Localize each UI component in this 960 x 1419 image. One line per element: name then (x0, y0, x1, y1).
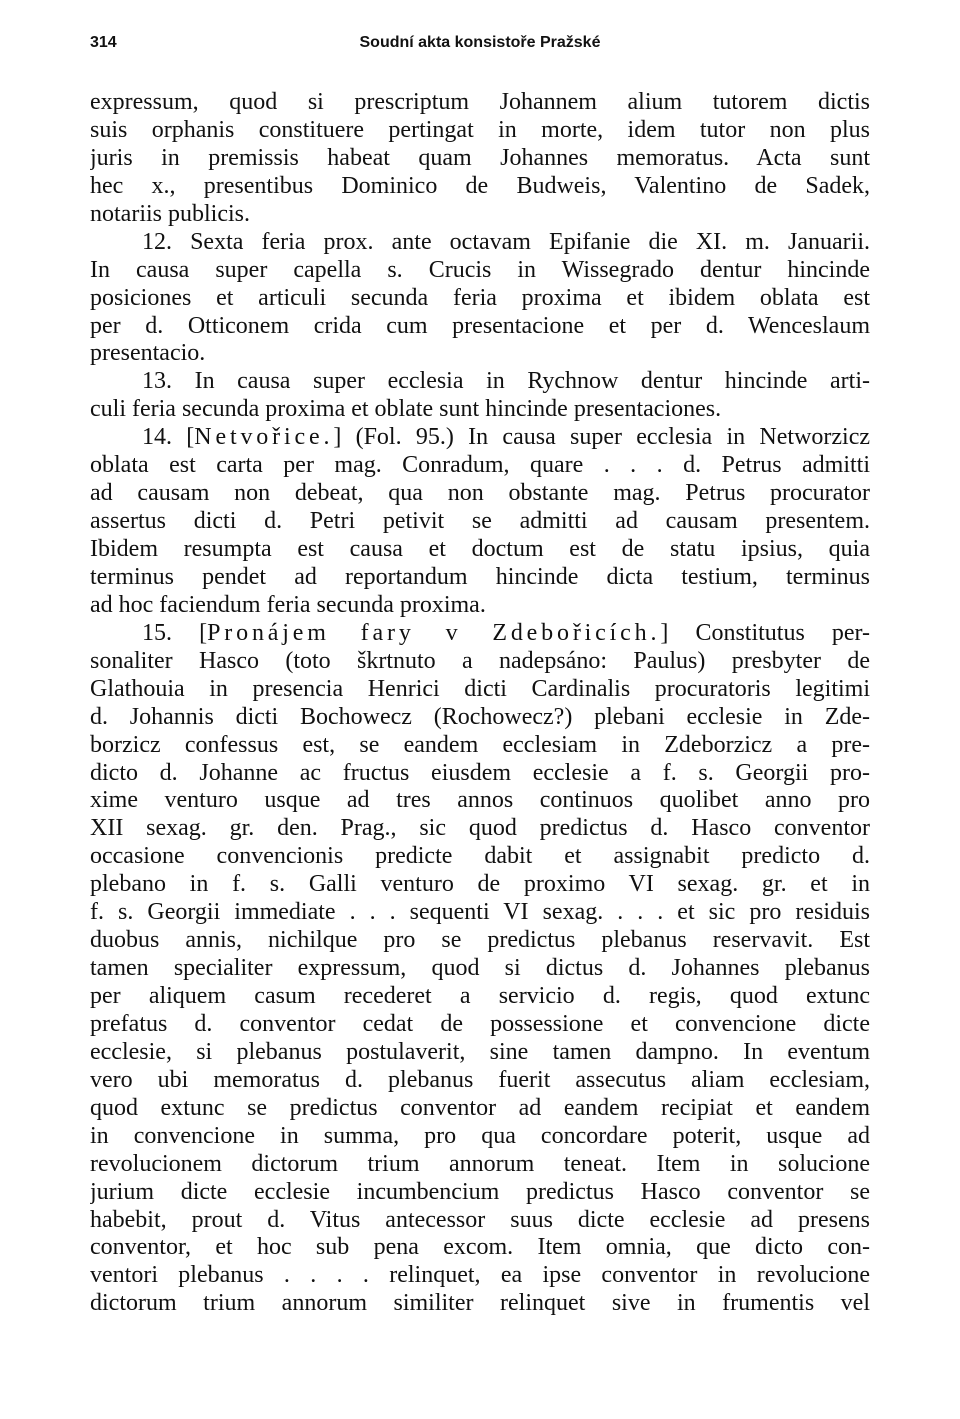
text-line: vero ubi memoratus d. plebanus fuerit assecutus aliam ecclesiam, (90, 1066, 870, 1093)
text-line: dicto d. Johanne ac fructus eiusdem ecclesie a f. s. Georgii pro- (90, 759, 870, 786)
entry-15-first-line (90, 619, 870, 647)
page-number: 314 (90, 34, 117, 51)
text-line: occasione convencionis predicte dabit et assignabit predicto d. (90, 843, 870, 870)
running-head (90, 34, 870, 58)
text-line: oblata est carta per mag. Conradum, quare . . . d. Petrus admitti (90, 452, 870, 479)
text-line: per d. Otticonem crida cum presentacione et per d. Wenceslaum (90, 312, 870, 339)
entry-text: Constitutus per- (695, 619, 870, 646)
text-line: juris in premissis habeat quam Johannes memoratus. Acta sunt (90, 144, 870, 171)
text-line: culi feria secunda proxima et oblate sunt hincinde presentaciones. (90, 396, 722, 423)
body-text (90, 88, 870, 1317)
entry-heading: Pronájem fary v Zdebořicích. (207, 619, 661, 646)
text-line: habebit, prout d. Vitus antecessor suus dicte ecclesie ad presens (90, 1206, 870, 1233)
text-line: quod extunc se predictus conventor ad eandem recipiat et eandem (90, 1094, 870, 1121)
bracket: [ (186, 424, 195, 451)
entry-number: 14. (142, 424, 172, 451)
text-line: presentacio. (90, 340, 206, 367)
text-line: In causa super capella s. Crucis in Wissegrado dentur hincinde (90, 256, 870, 283)
text-line: terminus pendet ad reportandum hincinde dicta testium, terminus (90, 563, 870, 590)
text-line: XII sexag. gr. den. Prag., sic quod predictus d. Hasco conventor (90, 815, 870, 842)
text-line: revolucionem dictorum trium annorum teneat. Item in solucione (90, 1150, 870, 1177)
text-line: Glathouia in presencia Henrici dicti Cardinalis procuratoris legitimi (90, 675, 870, 702)
folio-reference: (Fol. 95.) (355, 424, 454, 451)
text-line: posiciones et articuli secunda feria proxima et ibidem oblata est (90, 284, 870, 311)
text-line: plebano in f. s. Galli venturo de proximo VI sexag. gr. et in (90, 871, 870, 898)
entry-heading: Netvořice. (194, 424, 334, 451)
text-line: d. Johannis dicti Bochowecz (Rochowecz?) plebani ecclesie in Zde- (90, 703, 870, 730)
text-line: ad causam non debeat, qua non obstante mag. Petrus procurator (90, 480, 870, 507)
text-line: borzicz confessus est, se eandem ecclesiam in Zdeborzicz a pre- (90, 731, 870, 758)
text-line: expressum, quod si prescriptum Johannem alium tutorem dictis (90, 89, 870, 115)
text-line: ad hoc faciendum feria secunda proxima. (90, 591, 486, 618)
text-line: conventor, et hoc sub pena excom. Item omnia, que dicto con- (90, 1234, 870, 1261)
text-line: tamen specialiter expressum, quod si dictus d. Johannes plebanus (90, 955, 870, 982)
text-line: ventori plebanus . . . . relinquet, ea ipse conventor in revolucione (90, 1262, 870, 1289)
text-line: xime venturo usque ad tres annos continuos quolibet anno pro (90, 787, 870, 814)
text-line: jurium dicte ecclesie incumbencium predictus Hasco conventor se (90, 1178, 870, 1205)
text-line: per aliquem casum recederet a servicio d. regis, quod extunc (90, 983, 870, 1009)
text-line: duobus annis, nichilque pro se predictus plebanus reservavit. Est (90, 927, 870, 954)
entry-number: 15. (142, 619, 172, 646)
bracket: [ (199, 619, 208, 646)
running-title: Soudní akta konsistoře Pražské (359, 34, 601, 51)
entry-text: In causa super ecclesia in Networzicz (468, 424, 870, 451)
text-line: suis orphanis constituere pertingat in morte, idem tutor non plus (90, 116, 870, 143)
text-line: ecclesie, si plebanus postulaverit, sine tamen dampno. In eventum (90, 1038, 870, 1065)
entry-13-first-line: 13. In causa super ecclesia in Rychnow dentur hincinde arti- (142, 368, 870, 395)
text-line: f. s. Georgii immediate . . . sequenti VI sexag. . . . et sic pro residuis (90, 899, 870, 926)
text-line: dictorum trium annorum similiter relinquet sive in frumentis vel (90, 1290, 870, 1317)
entry-14-first-line (90, 423, 870, 451)
text-line: prefatus d. conventor cedat de possessione et convencione dicte (90, 1010, 870, 1037)
text-line: hec x., presentibus Dominico de Budweis, Valentino de Sadek, (90, 172, 870, 199)
text-line: sonaliter Hasco (toto škrtnuto a nadepsáno: Paulus) presbyter de (90, 647, 870, 674)
bracket: ] (660, 619, 669, 646)
text-line: assertus dicti d. Petri petivit se admitti ad causam presentem. (90, 508, 870, 535)
text-line: Ibidem resumpta est causa et doctum est de statu ipsius, quia (90, 536, 870, 562)
text-line: notariis publicis. (90, 200, 250, 227)
text-line: in convencione in summa, pro qua concordare poterit, usque ad (90, 1122, 870, 1149)
bracket: ] (333, 424, 342, 451)
entry-12-first-line: 12. Sexta feria prox. ante octavam Epifanie die XI. m. Januarii. (142, 228, 870, 255)
